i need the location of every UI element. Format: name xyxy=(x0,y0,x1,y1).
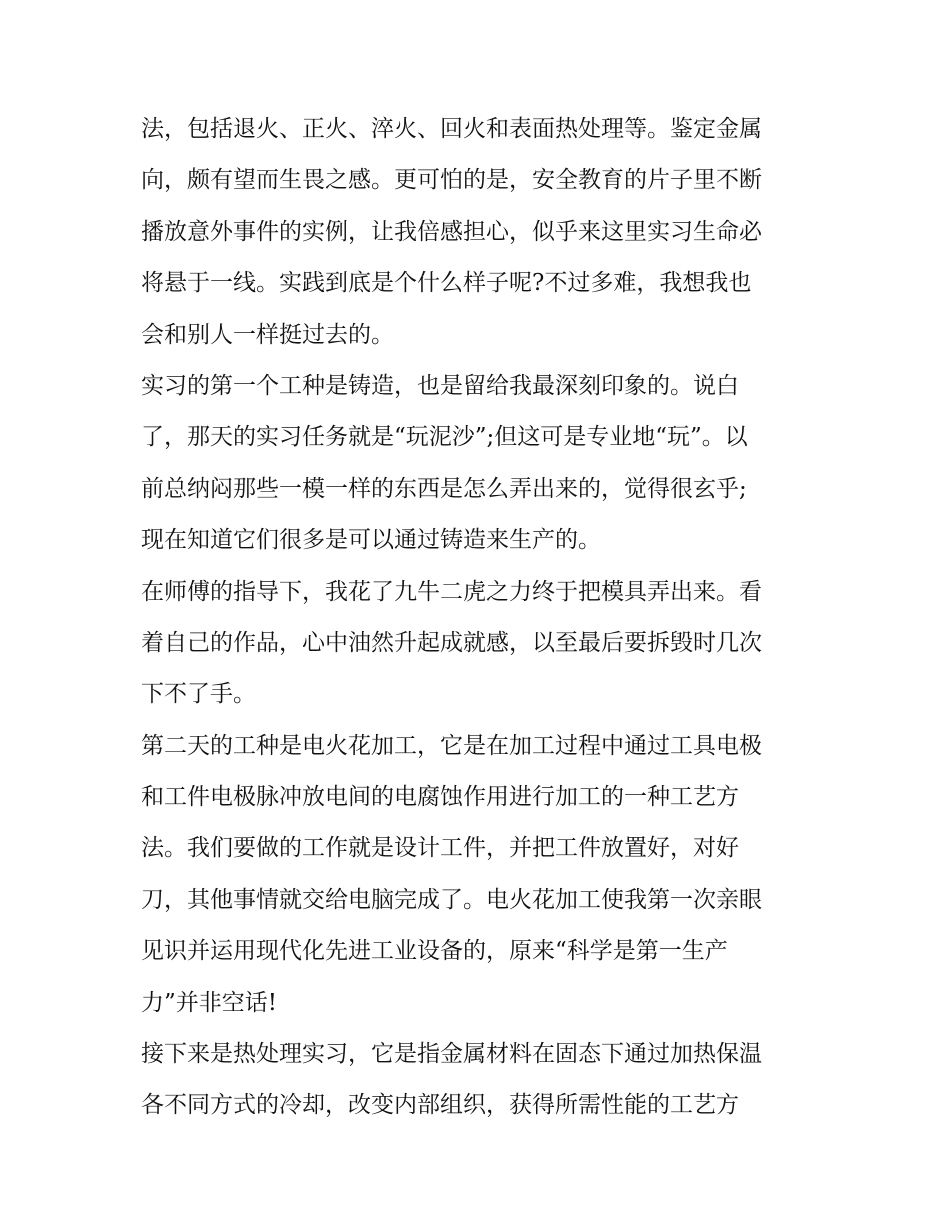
text-line: 各不同方式的冷却，改变内部组织，获得所需性能的工艺方 xyxy=(141,1092,739,1119)
text-line: 前总纳闷那些一模一样的东西是怎么弄出来的，觉得很玄乎; xyxy=(141,475,747,502)
text-line: 会和别人一样挺过去的。 xyxy=(141,321,394,348)
text-line: 着自己的作品，心中油然升起成就感，以至最后要拆毁时几次 xyxy=(141,629,762,656)
text-line: 下不了手。 xyxy=(141,681,256,708)
text-line: 法，包括退火、正火、淬火、回火和表面热处理等。鉴定金属 xyxy=(141,116,762,142)
text-line: 和工件电极脉冲放电间的电腐蚀作用进行加工的一种工艺方 xyxy=(141,784,739,811)
text-line: 播放意外事件的实例，让我倍感担心，似乎来这里实习生命必 xyxy=(141,218,762,245)
text-line: 第二天的工种是电火花加工，它是在加工过程中通过工具电极 xyxy=(141,732,762,759)
text-line: 现在知道它们很多是可以通过铸造来生产的。 xyxy=(141,527,601,554)
text-line: 向，颇有望而生畏之感。更可怕的是，安全教育的片子里不断 xyxy=(141,167,762,194)
body-text xyxy=(141,104,821,1132)
text-line: 见识并运用现代化先进工业设备的，原来“科学是第一生产 xyxy=(141,938,728,965)
text-line: 力”并非空话! xyxy=(141,989,278,1016)
text-line: 法。我们要做的工作就是设计工件，并把工件放置好，对好 xyxy=(141,835,739,862)
text-line: 将悬于一线。实践到底是个什么样子呢?不过多难，我想我也 xyxy=(141,270,752,297)
text-line: 了，那天的实习任务就是“玩泥沙”;但这可是专业地“玩”。以 xyxy=(141,424,748,451)
text-line: 刀，其他事情就交给电脑完成了。电火花加工使我第一次亲眼 xyxy=(141,886,762,913)
text-line: 实习的第一个工种是铸造，也是留给我最深刻印象的。说白 xyxy=(141,372,739,399)
text-line: 接下来是热处理实习，它是指金属材料在固态下通过加热保温 xyxy=(141,1041,762,1068)
text-line: 在师傅的指导下，我花了九牛二虎之力终于把模具弄出来。看 xyxy=(141,578,762,605)
